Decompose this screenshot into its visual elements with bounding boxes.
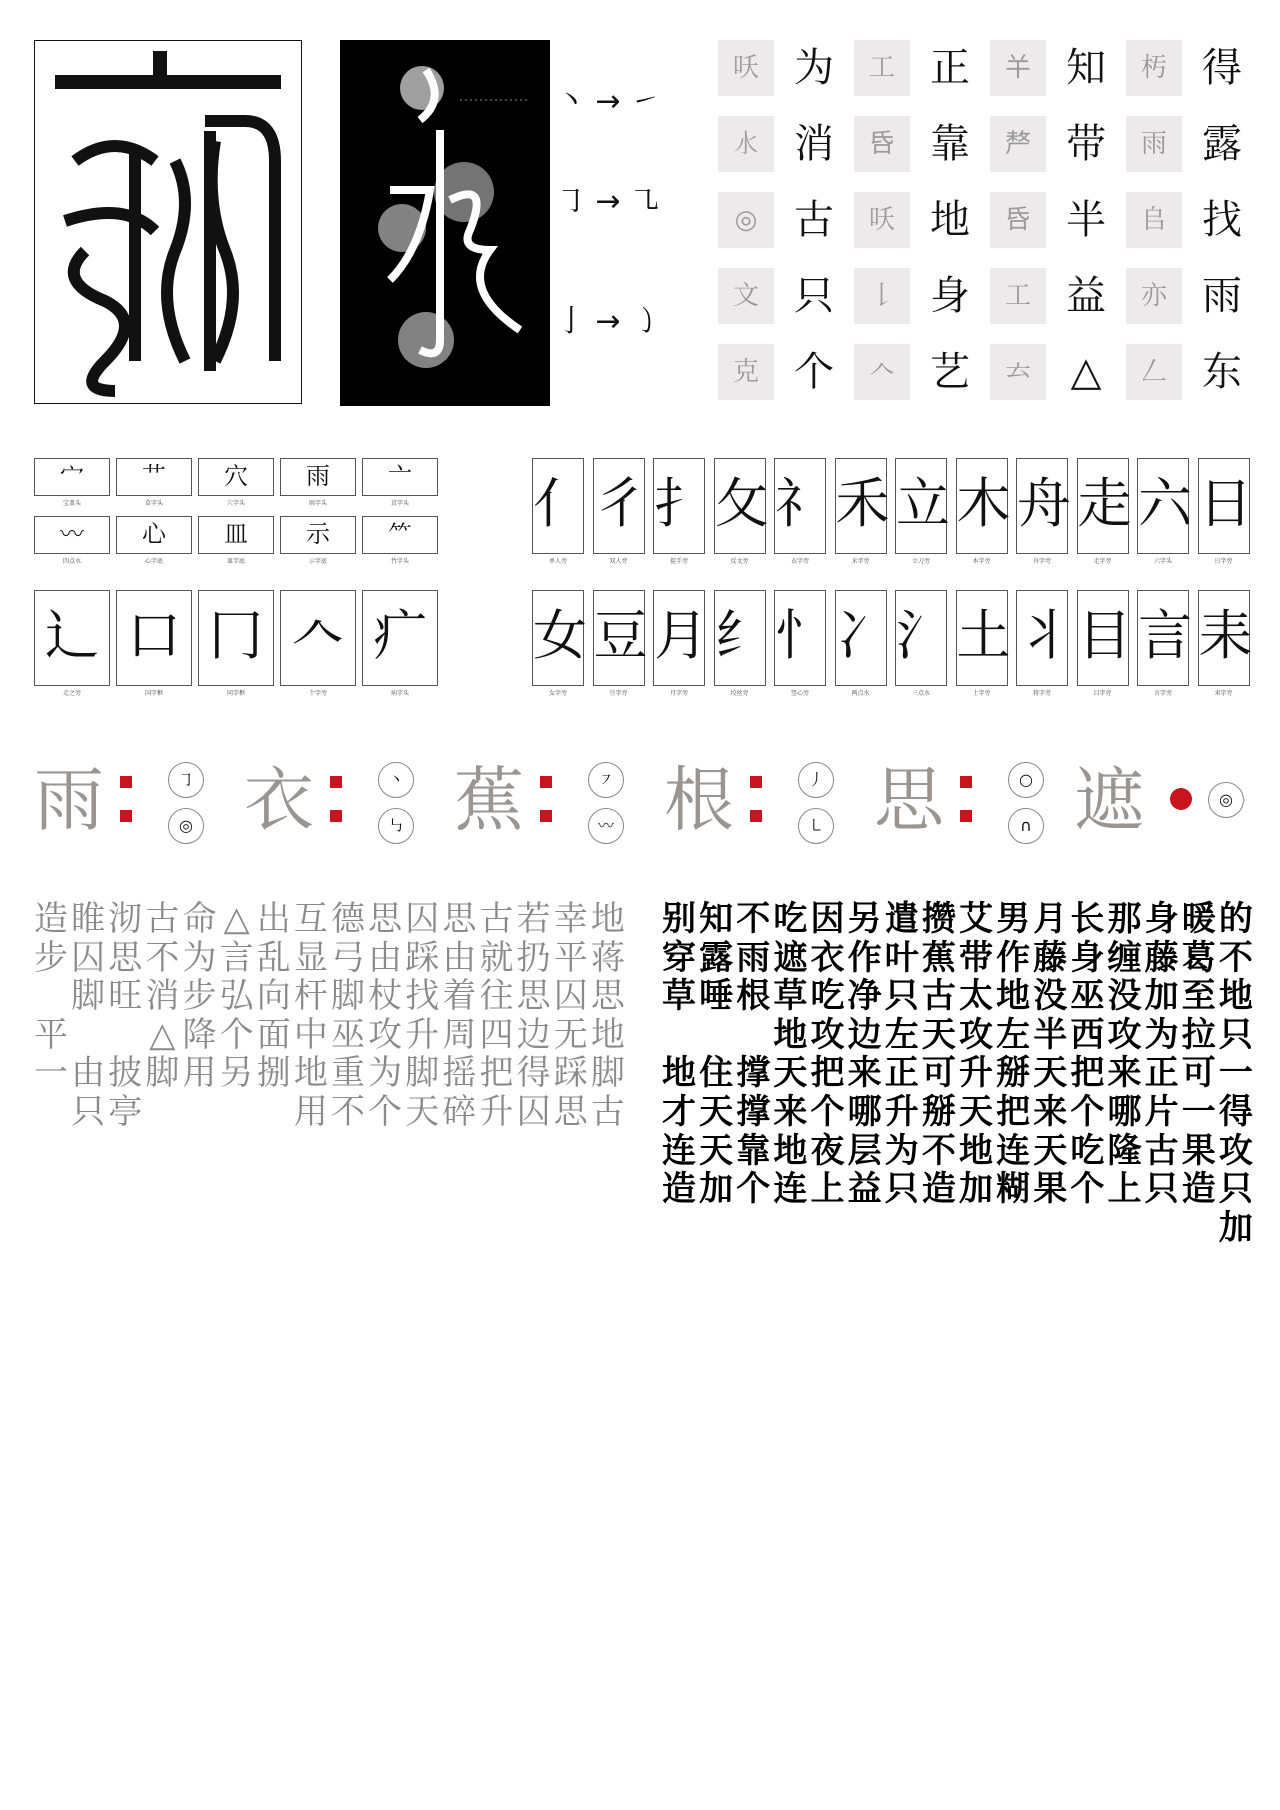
radical-glyph: 宀 bbox=[60, 462, 84, 490]
radical-glyph: 耒 bbox=[1198, 604, 1253, 667]
radical-glyph: 心 bbox=[142, 520, 166, 548]
logo-glyph-art bbox=[35, 41, 302, 404]
radical-cell bbox=[280, 590, 356, 697]
stroke-part: ◎ bbox=[168, 808, 204, 844]
radical-glyph: 女 bbox=[533, 604, 587, 667]
radical-glyph: 六 bbox=[1138, 472, 1192, 535]
radical-cell bbox=[532, 590, 587, 697]
radical-cell bbox=[198, 458, 274, 507]
radical-cell bbox=[653, 458, 708, 565]
stroke-main-glyph: 思 bbox=[874, 759, 944, 841]
radical-chart bbox=[34, 458, 1254, 708]
radical-glyph: 冂 bbox=[209, 604, 263, 667]
red-square bbox=[120, 810, 132, 822]
poem-column: 造 步 平 一 bbox=[34, 899, 68, 1094]
grid-glyph: 亦 bbox=[1126, 268, 1182, 324]
poem-column: 德 弓 脚 巫 重 不 bbox=[331, 899, 365, 1132]
stroke-pair-3: 亅 → ㇁ bbox=[556, 304, 661, 339]
poem-column: 不 雨 根 撑 撑 靠 个 bbox=[736, 899, 771, 1210]
poem-column: 的 不 地 只 一 得 攻 只 加 bbox=[1218, 899, 1253, 1248]
radical-label: 国字框 bbox=[144, 690, 163, 697]
radical-label: 四点水 bbox=[62, 558, 81, 565]
poem-column: 若 扔 思 边 得 囚 bbox=[516, 899, 551, 1132]
radical-cell bbox=[835, 458, 890, 565]
red-square bbox=[540, 776, 552, 788]
radical-label: 言字旁 bbox=[1153, 690, 1172, 697]
grid-glyph: 雨 bbox=[1126, 116, 1182, 172]
radical-label: 病字头 bbox=[390, 690, 409, 697]
grid-glyph: 𠯑 bbox=[990, 192, 1046, 248]
poem-column: 那 缠 没 攻 来 哪 隆 上 bbox=[1107, 899, 1142, 1210]
stroke-group bbox=[874, 740, 1064, 860]
grid-glyph: 正 bbox=[930, 45, 970, 91]
radical-label: 月字旁 bbox=[669, 690, 688, 697]
radical-label: 雨字头 bbox=[308, 500, 327, 507]
poem-light-text bbox=[32, 900, 626, 1780]
radical-cell bbox=[280, 458, 356, 507]
poem-column: 知 露 唾 住 天 天 加 bbox=[699, 899, 734, 1210]
poem-column: 囚 踩 找 升 脚 天 bbox=[405, 899, 440, 1132]
radical-cell bbox=[116, 590, 192, 697]
red-square bbox=[120, 776, 132, 788]
stroke-group bbox=[34, 740, 224, 860]
stroke-part: 丶 bbox=[378, 762, 414, 798]
stroke-part: ㇄ bbox=[798, 808, 834, 844]
radical-glyph: 丬 bbox=[1017, 604, 1071, 667]
radical-label: 豆字旁 bbox=[609, 690, 628, 697]
radical-cell bbox=[34, 458, 110, 507]
radical-label: 日字旁 bbox=[1214, 558, 1233, 565]
radical-glyph: 皿 bbox=[224, 520, 248, 548]
grid-glyph: ◎ bbox=[718, 192, 774, 248]
radical-cell bbox=[1137, 590, 1192, 697]
radical-cell bbox=[956, 458, 1011, 565]
poem-column: △ 言 弘 个 另 bbox=[219, 899, 254, 1094]
radical-glyph: 舟 bbox=[1017, 472, 1071, 535]
radical-label: 心字底 bbox=[144, 558, 163, 565]
radical-cell bbox=[1016, 590, 1071, 697]
radical-cell bbox=[774, 458, 829, 565]
stroke-group bbox=[1074, 740, 1264, 860]
radical-label: 两点水 bbox=[851, 690, 870, 697]
radical-cell bbox=[895, 590, 950, 697]
radical-glyph: 口 bbox=[127, 604, 181, 667]
grid-glyph: 身 bbox=[930, 273, 970, 319]
radical-cell bbox=[895, 458, 950, 565]
radical-label: 绞丝旁 bbox=[730, 690, 749, 697]
radical-label: 立刀旁 bbox=[911, 558, 930, 565]
grid-glyph: 半 bbox=[1066, 197, 1106, 243]
radical-glyph: 疒 bbox=[373, 604, 427, 667]
radical-cell bbox=[1137, 458, 1192, 565]
stroke-part: 〰 bbox=[588, 808, 624, 844]
radical-cell bbox=[362, 516, 438, 565]
stroke-main-glyph: 蕉 bbox=[454, 759, 524, 841]
radical-glyph: 纟 bbox=[714, 604, 769, 667]
radical-cell bbox=[593, 458, 648, 565]
grid-glyph: 𣏓 bbox=[1126, 40, 1182, 96]
radical-glyph: 日 bbox=[1198, 472, 1253, 535]
logo-glyph-box bbox=[34, 40, 302, 404]
radical-glyph: 木 bbox=[956, 472, 1011, 535]
grid-glyph: 东 bbox=[1202, 349, 1242, 395]
grid-glyph: 𠃋 bbox=[1126, 344, 1182, 400]
grid-glyph: 艺 bbox=[930, 349, 970, 395]
grid-glyph: 只 bbox=[794, 273, 834, 319]
radical-cell bbox=[116, 516, 192, 565]
radical-label: 目字旁 bbox=[1093, 690, 1112, 697]
radical-cell bbox=[593, 590, 648, 697]
radical-cell bbox=[362, 590, 438, 697]
poem-column: 男 作 地 左 掰 把 连 糊 bbox=[996, 899, 1031, 1210]
radical-glyph: ⺮ bbox=[388, 520, 412, 548]
red-square bbox=[960, 810, 972, 822]
stroke-group bbox=[244, 740, 434, 860]
grid-glyph: 找 bbox=[1202, 197, 1242, 243]
radical-glyph: 亠 bbox=[388, 462, 412, 490]
poem-column: 身 藤 加 为 正 片 古 只 bbox=[1144, 899, 1179, 1210]
radical-glyph: 雨 bbox=[306, 462, 330, 490]
radical-glyph: 禾 bbox=[835, 472, 890, 535]
radical-cell bbox=[198, 590, 274, 697]
poem-column: 思 由 着 周 摇 碎 bbox=[442, 899, 477, 1132]
radical-cell bbox=[714, 590, 769, 697]
radical-label: 木字旁 bbox=[972, 558, 991, 565]
radical-glyph: 礻 bbox=[775, 472, 829, 535]
stroke-part: ○ bbox=[1008, 762, 1044, 798]
poem-column: 艾 带 太 攻 升 天 地 加 bbox=[959, 899, 993, 1210]
grid-glyph: 克 bbox=[718, 344, 774, 400]
poem-column: 命 为 步 降 用 bbox=[182, 899, 217, 1094]
radical-glyph: 彳 bbox=[593, 472, 648, 535]
grid-glyph: 益 bbox=[1066, 273, 1106, 319]
radical-label: 禾字旁 bbox=[851, 558, 870, 565]
stroke-part: ㇆ bbox=[168, 762, 204, 798]
radical-glyph: 〰 bbox=[60, 520, 84, 548]
stroke-decomposition-row bbox=[34, 740, 1254, 860]
radical-glyph: 示 bbox=[306, 520, 330, 548]
radical-cell bbox=[1198, 458, 1253, 565]
radical-cell bbox=[532, 458, 587, 565]
grid-glyph: 知 bbox=[1066, 45, 1106, 91]
stroke-group bbox=[454, 740, 644, 860]
radical-glyph: 亻 bbox=[533, 472, 587, 535]
stroke-part: 丿 bbox=[798, 762, 834, 798]
radical-label: 宝盖头 bbox=[62, 500, 81, 507]
radical-label: 示字底 bbox=[308, 558, 327, 565]
radical-label: 舟字旁 bbox=[1032, 558, 1051, 565]
radical-cell bbox=[116, 458, 192, 507]
radical-label: 女字旁 bbox=[548, 690, 567, 697]
radical-glyph: 豆 bbox=[593, 604, 648, 667]
red-square bbox=[330, 776, 342, 788]
radical-glyph: 立 bbox=[896, 472, 950, 535]
stroke-main-glyph: 衣 bbox=[244, 759, 314, 841]
radical-glyph: 𠆢 bbox=[291, 604, 345, 667]
radical-cell bbox=[34, 516, 110, 565]
radical-cell bbox=[835, 590, 890, 697]
grid-glyph: 得 bbox=[1202, 45, 1242, 91]
poem-column: 月 藤 没 半 天 来 天 果 bbox=[1033, 899, 1068, 1210]
yong-glyph-art bbox=[340, 40, 550, 406]
grid-glyph: 古 bbox=[794, 197, 834, 243]
radical-glyph: 土 bbox=[956, 604, 1011, 667]
radical-label: 竹字头 bbox=[390, 558, 409, 565]
radical-label: 走字旁 bbox=[1093, 558, 1112, 565]
stroke-group bbox=[664, 740, 854, 860]
red-square bbox=[960, 776, 972, 788]
radical-cell bbox=[1077, 590, 1132, 697]
yong-stroke-panel bbox=[340, 40, 550, 406]
radical-label: 衣字旁 bbox=[790, 558, 809, 565]
grid-glyph: 𠂤 bbox=[1126, 192, 1182, 248]
radical-glyph: 辶 bbox=[45, 604, 99, 667]
poem-column: 睢 囚 脚 由 只 bbox=[71, 899, 106, 1132]
radical-glyph: 氵 bbox=[896, 604, 950, 667]
stroke-main-glyph: 雨 bbox=[34, 759, 104, 841]
grid-glyph: 个 bbox=[794, 349, 834, 395]
radical-label: 三点水 bbox=[911, 690, 930, 697]
poem-column: 暖 葛 至 拉 可 一 果 造 bbox=[1181, 899, 1216, 1210]
red-dot bbox=[1170, 788, 1192, 810]
stroke-pair-2: ㇆ → ㇈ bbox=[556, 184, 661, 219]
radical-label: 草字头 bbox=[144, 500, 163, 507]
radical-glyph: 冫 bbox=[835, 604, 890, 667]
radical-label: 耒字旁 bbox=[1214, 690, 1233, 697]
radical-cell bbox=[362, 458, 438, 507]
grid-glyph: 地 bbox=[930, 197, 970, 243]
stroke-part: ㇇ bbox=[588, 762, 624, 798]
grid-glyph: 消 bbox=[794, 121, 834, 167]
grid-glyph: 𠯑 bbox=[854, 116, 910, 172]
poem-column: 思 由 杖 攻 为 个 bbox=[368, 899, 403, 1132]
grid-glyph: 靠 bbox=[930, 121, 970, 167]
radical-glyph: 穴 bbox=[224, 462, 248, 490]
stroke-transform-legend bbox=[556, 76, 686, 376]
grid-glyph: 𠫓 bbox=[990, 344, 1046, 400]
radical-glyph: 言 bbox=[1138, 604, 1192, 667]
poem-column: 别 穿 草 地 才 连 造 bbox=[662, 899, 696, 1210]
radical-cell bbox=[774, 590, 829, 697]
red-square bbox=[540, 810, 552, 822]
poem-column: 因 衣 吃 攻 把 个 夜 上 bbox=[810, 899, 845, 1210]
radical-label: 同字框 bbox=[226, 690, 245, 697]
grid-glyph: 𢆉 bbox=[990, 40, 1046, 96]
poem-column: 另 作 净 边 来 哪 层 益 bbox=[847, 899, 882, 1210]
radical-glyph: 忄 bbox=[775, 604, 829, 667]
stroke-main-glyph: 根 bbox=[664, 759, 734, 841]
poem-bold-text bbox=[660, 900, 1254, 1780]
grid-glyph: 𠄌 bbox=[854, 268, 910, 324]
radical-cell bbox=[1077, 458, 1132, 565]
grid-glyph: 为 bbox=[794, 45, 834, 91]
poem-column: 攒 蕉 古 天 可 掰 不 造 bbox=[921, 899, 956, 1210]
radical-cell bbox=[1016, 458, 1071, 565]
radical-label: 单人旁 bbox=[548, 558, 567, 565]
poem-column: 古 就 往 四 把 升 bbox=[479, 899, 514, 1132]
radical-label: 将字旁 bbox=[1032, 690, 1051, 697]
stroke-part: ㇉ bbox=[378, 808, 414, 844]
grid-glyph: 𣱱 bbox=[718, 116, 774, 172]
stroke-pair-1: 丶 → ㇀ bbox=[556, 84, 661, 119]
radical-label: 京字头 bbox=[390, 500, 409, 507]
stroke-part: ∩ bbox=[1008, 808, 1044, 844]
poem-column: 沏 思 旺 披 亭 bbox=[108, 899, 143, 1132]
radical-glyph: 走 bbox=[1077, 472, 1132, 535]
radical-glyph: 艹 bbox=[142, 462, 166, 490]
red-square bbox=[750, 776, 762, 788]
poem-column: 吃 遮 草 地 天 来 地 连 bbox=[773, 899, 808, 1210]
grid-glyph: 雨 bbox=[1202, 273, 1242, 319]
glyph-comparison-grid bbox=[718, 40, 1254, 412]
grid-glyph: 工 bbox=[854, 40, 910, 96]
poem-column: 长 身 巫 西 把 个 吃 个 bbox=[1070, 899, 1105, 1210]
red-square bbox=[750, 810, 762, 822]
radical-cell bbox=[956, 590, 1011, 697]
red-square bbox=[330, 810, 342, 822]
poem-column: 遣 叶 只 左 正 升 为 只 bbox=[884, 899, 919, 1210]
grid-glyph: 文 bbox=[718, 268, 774, 324]
radical-cell bbox=[1198, 590, 1253, 697]
poem-column: 出 乱 向 面 捌 bbox=[256, 899, 291, 1094]
grid-glyph: 𠩺 bbox=[990, 116, 1046, 172]
poem-column: 古 不 消 △ 脚 bbox=[145, 899, 180, 1094]
grid-glyph: △ bbox=[1070, 349, 1102, 395]
radical-glyph: 目 bbox=[1077, 604, 1132, 667]
radical-label: 穴字头 bbox=[226, 500, 245, 507]
stroke-part: ◎ bbox=[1208, 782, 1244, 818]
radical-cell bbox=[653, 590, 708, 697]
radical-label: 土字旁 bbox=[972, 690, 991, 697]
radical-cell bbox=[714, 458, 769, 565]
radical-label: 反文旁 bbox=[730, 558, 749, 565]
radical-label: 提手旁 bbox=[669, 558, 688, 565]
radical-cell bbox=[198, 516, 274, 565]
radical-glyph: 月 bbox=[654, 604, 708, 667]
poem-column: 互 显 杆 中 地 用 bbox=[293, 899, 328, 1132]
grid-glyph: 𠆢 bbox=[854, 344, 910, 400]
stroke-main-glyph: 遮 bbox=[1074, 759, 1144, 841]
radical-label: 六字头 bbox=[1153, 558, 1172, 565]
grid-glyph: 㕭 bbox=[854, 192, 910, 248]
poem-column: 地 蒋 思 地 脚 古 bbox=[590, 899, 625, 1132]
radical-label: 走之旁 bbox=[62, 690, 81, 697]
grid-glyph: 㕭 bbox=[718, 40, 774, 96]
radical-cell bbox=[280, 516, 356, 565]
radical-label: 个字旁 bbox=[308, 690, 327, 697]
grid-glyph: 工 bbox=[990, 268, 1046, 324]
poem-column: 幸 平 囚 无 踩 思 bbox=[553, 899, 588, 1132]
radical-label: 皿字底 bbox=[226, 558, 245, 565]
radical-cell bbox=[34, 590, 110, 697]
radical-glyph: 扌 bbox=[654, 472, 708, 535]
radical-label: 双人旁 bbox=[609, 558, 628, 565]
radical-glyph: 攵 bbox=[714, 472, 769, 535]
radical-label: 竖心旁 bbox=[790, 690, 809, 697]
grid-glyph: 露 bbox=[1202, 121, 1242, 167]
grid-glyph: 带 bbox=[1066, 121, 1106, 167]
